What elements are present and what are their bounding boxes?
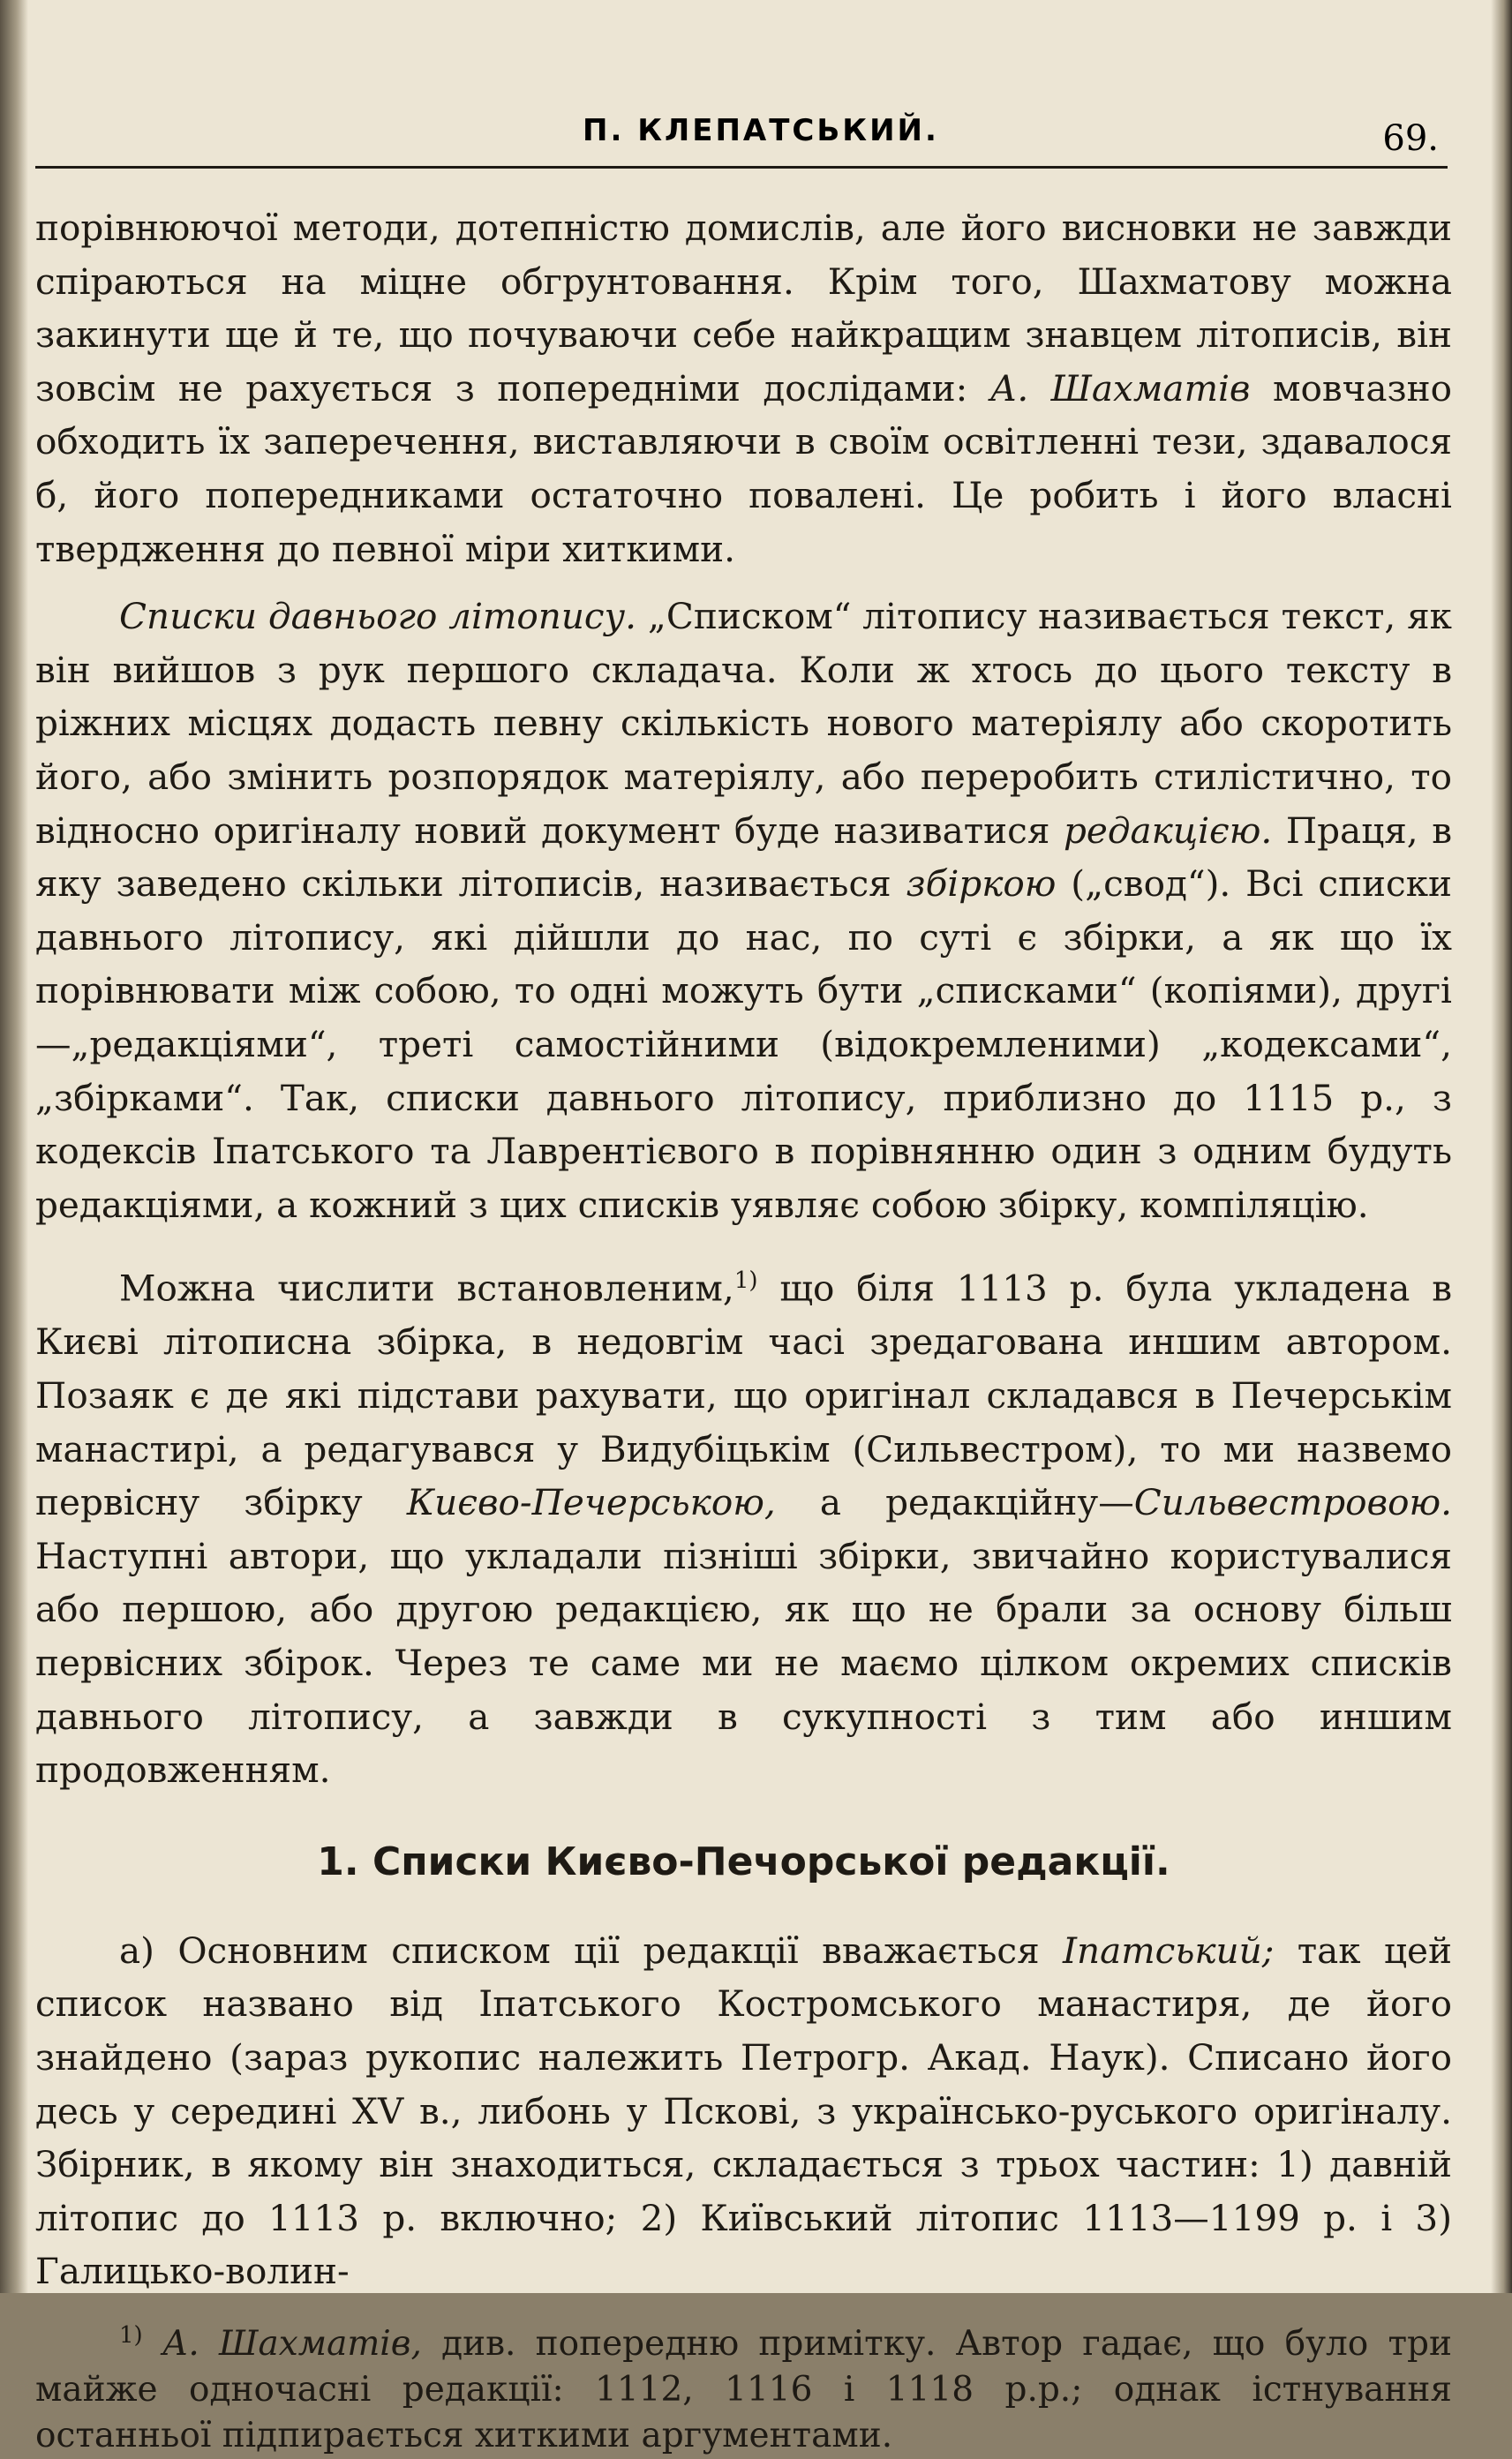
paragraph-1: порівнюючої методи, дотепністю домислів, але його висновки не завжди спіраються на міцне обгрунтовання. Крім того, Шахматову можна закинути ще й те, що почуваючи себе найкращим знавцем літописів, він зовсім не рахується з попередніми дослідами: А. Шахматів мовчазно обходить їх заперечення, виставляючи в своїм освітленні тези, здавалося б, його попередниками остаточно повалені. Це робить і його власні твердження до певної міри хиткими.	[35, 207, 1453, 570]
footnote: $^{1)}$ А. Шахматів, див. попередню примітку. Автор гадає, що було три майже одночасні редакції: 1112, 1116 і 1118 р.р.; однак істнування останньої підпирається хиткими аргументами.	[35, 2321, 1452, 2455]
running-head	[35, 104, 1448, 169]
binding-gutter	[0, 0, 28, 2293]
paragraph-2: Списки давнього літопису. „Списком“ літопису називається текст, як він вийшов з рук першого складача. Коли ж хтось до цього тексту в ріжних місцях додасть певну скількість нового матеріялу або скоротить його, або змінить розпорядок матеріялу, або переробить стилістично, то відносно оригіналу новий документ буде називатися редакцією. Праця, в яку заведено скільки літописів, називається збіркою („свод“). Всі списки давнього літопису, які дійшли до нас, по суті є збірки, а як що їх порівнювати між собою, то одні можуть бути „списками“ (копіями), другі—„редакціями“, треті самостійними (відокремленими) „кодексами“, „збірками“. Так, списки давнього літопису, приблизно до 1115 р., з кодексів Іпатського та Лаврентієвого в порівнянню один з одним будуть редакціями, а кожний з цих списків уявляє собою збірку, компіляцію.	[35, 595, 1453, 1226]
paragraph-3: Можна числити встановленим,$^{1)}$ що біля 1113 р. була укладена в Києві літописна збірка, в недовгім часі зредагована иншим автором. Позаяк є де які підстави рахувати, що оригінал складався в Печерськім манастирі, а редагувався у Видубіцькім (Сильвестром), то ми назвемо первісну збірку Києво-Печерською, а редакційну—Сильвестровою. Наступні автори, що укладали пізніші збірки, звичайно користувалися або першою, або другою редакцією, як що не брали за основу більш первісних збірок. Через те саме ми не маємо цілком окремих списків давнього літопису, а завжди в сукупності з тим або иншим продовженням.	[35, 1267, 1453, 1792]
page-body	[35, 201, 1452, 2459]
page-number: 69.	[1382, 118, 1439, 159]
footnote-ref: 1)	[733, 1267, 758, 1295]
footnote-mark: 1)	[119, 2321, 143, 2349]
page-edge-shadow	[1491, 0, 1512, 2293]
running-title: П. КЛЕПАТСЬКИЙ.	[583, 113, 939, 148]
paragraph-4: а) Основним списком ції редакції вважається Іпатський; так цей список названо від Іпатського Костромського манастиря, де його знайдено (зараз рукопис належить Петрогр. Акад. Наук). Списано його десь у середині XV в., либонь у Пскові, з українсько-руського оригіналу. Збірник, в якому він знаходиться, складається з трьох частин: 1) давній літопис до 1113 р. включно; 2) Київський літопис 1113—1199 р. і 3) Галицько-волин-	[35, 1929, 1452, 2293]
section-heading: 1. Списки Києво-Печорської редакції.	[317, 1839, 1170, 1884]
